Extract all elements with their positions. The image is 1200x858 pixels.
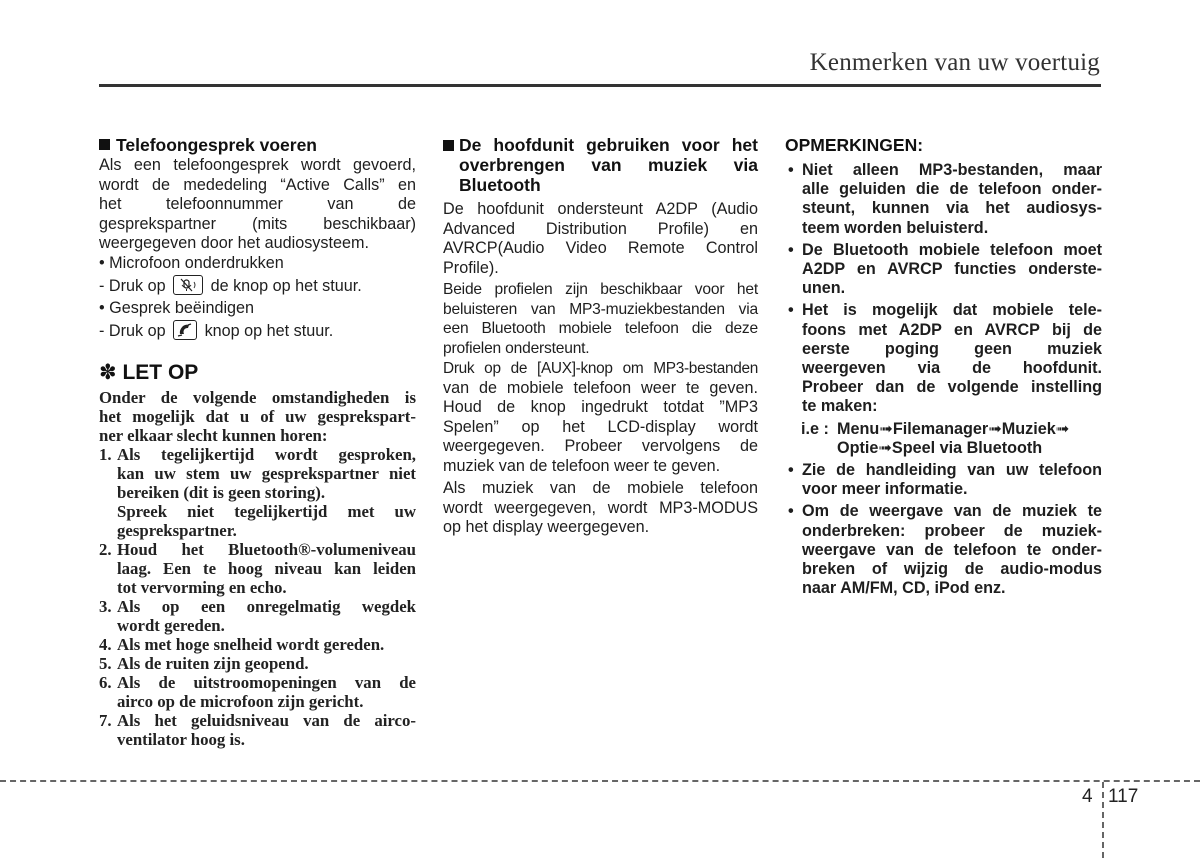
note-line: voor meer informatie. [802, 480, 968, 499]
caution-intro-line: ner elkaar slecht kunnen horen: [99, 425, 328, 445]
paragraph-line: een Bluetooth mobiele telefoon die deze [443, 320, 758, 337]
item-line: Spreek niet tegelijkertijd met uw [117, 501, 416, 521]
step-text: de knop op het stuur. [210, 277, 362, 295]
paragraph-line: Advanced Distribution Profile) en [443, 219, 758, 238]
paragraph-line: Druk op de [AUX]-knop om MP3-bestanden [443, 360, 758, 377]
note-item [785, 301, 1102, 416]
paragraph-line: Profile). [443, 258, 499, 277]
caution-list-item [99, 445, 416, 540]
paragraph-mp3-mode [443, 479, 758, 538]
item-line: Als de ruiten zijn geopend. [117, 653, 309, 673]
bullet-dot-icon: • [788, 502, 794, 521]
item-line: Als met hoge snelheid wordt gereden. [117, 634, 385, 654]
section-heading-phone-call: Telefoongesprek voeren [99, 135, 416, 155]
caution-list-item [99, 654, 416, 673]
caution-intro-line: het mogelijk dat u of uw gesprekspart- [99, 406, 416, 426]
menu-path-line: Optie➟Speel via Bluetooth [837, 438, 1043, 457]
item-line: tot vervorming en echo. [117, 577, 287, 597]
running-header-title: Kenmerken van uw voertuig [809, 49, 1100, 76]
end-call-step [99, 320, 416, 342]
item-line: ventilator hoog is. [117, 729, 245, 749]
item-line: wordt gereden. [117, 615, 225, 635]
caution-star-icon: ✽ [99, 360, 117, 384]
caution-list-item [99, 597, 416, 635]
item-line: kan uw stem uw gesprekspartner niet [117, 463, 416, 483]
bullet-dot-icon: • [788, 161, 794, 179]
note-line: weergave van de telefoon te onder- [802, 540, 1102, 559]
item-line: Als het geluidsniveau van de airco- [117, 710, 416, 730]
intro-line: wordt de mededeling “Active Calls” en [99, 175, 416, 194]
caution-body [99, 388, 416, 749]
square-bullet-icon [99, 139, 110, 150]
heading-line: Bluetooth [459, 175, 541, 195]
note-line: te maken: [802, 397, 878, 416]
caution-intro-line: Onder de volgende omstandigheden is [99, 387, 416, 407]
section-heading-bluetooth-music [443, 135, 758, 195]
paragraph-line: AVRCP(Audio Video Remote Control [443, 239, 758, 257]
caution-list-item [99, 540, 416, 597]
notes-list [785, 161, 1102, 598]
step-text: knop op het stuur. [204, 322, 334, 340]
column-3 [785, 135, 1102, 598]
header-rule [99, 84, 1101, 87]
note-item [785, 161, 1102, 238]
item-number: 3. [99, 596, 112, 616]
caution-title: LET OP [122, 360, 199, 384]
paragraph-line: De hoofdunit ondersteunt A2DP (Audio [443, 200, 758, 218]
mute-microphone-icon [173, 275, 203, 295]
note-item [785, 461, 1102, 499]
paragraph-line: Spelen” op het LCD-display wordt [443, 417, 758, 436]
paragraph-a2dp [443, 200, 758, 278]
note-line: weergeven via de hoofdunit. [802, 359, 1102, 378]
note-line: alle geluiden die de telefoon onder- [802, 180, 1102, 199]
paragraph-profiles [443, 280, 758, 358]
item-line: Als tegelijkertijd wordt gesproken, [117, 444, 416, 464]
paragraph-line: Houd de knop ingedrukt totdat ”MP3 [443, 398, 758, 416]
intro-line: het telefoonnummer van de [99, 195, 416, 213]
item-line: gesprekspartner. [117, 520, 237, 540]
note-line: A2DP en AVRCP functies onderste- [802, 260, 1102, 279]
item-number: 1. [99, 444, 112, 464]
item-number: 2. [99, 539, 112, 559]
bullet-dot-icon: • [788, 461, 794, 480]
chapter-number: 4 [1082, 786, 1093, 807]
item-line: airco op de microfoon zijn gericht. [117, 691, 364, 711]
item-number: 7. [99, 710, 112, 730]
mute-microphone-label: • Microfoon onderdrukken [99, 253, 284, 272]
intro-line: gesprekspartner (mits beschikbaar) [99, 214, 416, 233]
menu-path-line: Menu➟Filemanager➟Muziek➟ [837, 419, 1070, 438]
note-line: breken of wijzig de audio-modus [802, 560, 1102, 579]
heading-line: De hoofdunit gebruiken voor het [459, 135, 758, 155]
note-line: teem worden beluisterd. [802, 218, 989, 237]
paragraph-line: profielen ondersteunt. [443, 339, 590, 357]
step-text: - Druk op [99, 322, 166, 340]
square-bullet-icon [443, 140, 454, 151]
note-line: foons met A2DP en AVRCP bij de [802, 320, 1102, 339]
paragraph-line: Als muziek van de mobiele telefoon [443, 479, 758, 497]
note-item [785, 241, 1102, 299]
menu-path [785, 420, 1102, 458]
menu-path-label: i.e : [801, 419, 829, 438]
page-number: 117 [1108, 786, 1139, 807]
item-number: 5. [99, 653, 112, 673]
paragraph-aux [443, 359, 758, 476]
footer-dashed-rule [0, 780, 1200, 782]
caution-list-item [99, 673, 416, 711]
note-line: Het is mogelijk dat mobiele tele- [802, 301, 1102, 320]
step-text: - Druk op [99, 277, 166, 295]
paragraph-line: weergegeven. Probeer vervolgens de [443, 437, 758, 455]
note-line: steunt, kunnen via het audiosys- [802, 199, 1102, 218]
item-number: 6. [99, 672, 112, 692]
heading-line: overbrengen van muziek via [459, 155, 758, 175]
note-line: Niet alleen MP3-bestanden, maar [802, 161, 1102, 179]
intro-line: weergegeven door het audiosysteem. [99, 234, 369, 252]
note-line: Om de weergave van de muziek te [802, 502, 1102, 521]
bullet-dot-icon: • [788, 301, 794, 320]
intro-line: Als een telefoongesprek wordt gevoerd, [99, 156, 416, 174]
end-call-label: • Gesprek beëindigen [99, 298, 255, 317]
note-line: onderbreken: probeer de muziek- [802, 521, 1102, 540]
column-2 [443, 135, 758, 538]
mute-step [99, 275, 416, 297]
note-line: De Bluetooth mobiele telefoon moet [802, 240, 1102, 259]
paragraph-line: van de mobiele telefoon weer te geven. [443, 378, 758, 397]
note-line: unen. [802, 279, 846, 298]
item-line: laag. Een te hoog niveau kan leiden [117, 558, 416, 578]
item-line: Als de uitstroomopeningen van de [117, 672, 416, 692]
item-line: bereiken (dit is geen storing). [117, 482, 326, 502]
item-line: Als op een onregelmatig wegdek [117, 596, 416, 616]
bullet-dot-icon: • [788, 240, 794, 259]
page-number-separator [1102, 782, 1104, 858]
note-line: naar AM/FM, CD, iPod enz. [802, 579, 1006, 598]
phone-hangup-icon [173, 320, 197, 340]
notes-heading: OPMERKINGEN: [785, 135, 924, 155]
item-number: 4. [99, 634, 112, 654]
item-line: Houd het Bluetooth®-volumeniveau [117, 539, 416, 559]
caution-list-item [99, 635, 416, 654]
paragraph-line: beluisteren van MP3-muziekbestanden via [443, 300, 758, 318]
paragraph-line: Beide profielen zijn beschikbaar voor het [443, 281, 758, 298]
caution-list-item [99, 711, 416, 749]
paragraph-line: op het display weergegeven. [443, 518, 650, 536]
note-item [785, 502, 1102, 598]
note-line: Probeer dan de volgende instelling [802, 378, 1102, 397]
caution-heading [99, 361, 416, 385]
note-line: eerste poging geen muziek [802, 339, 1102, 358]
paragraph-line: wordt weergegeven, wordt MP3-MODUS [443, 498, 758, 517]
note-line: Zie de handleiding van uw telefoon [802, 461, 1102, 480]
column-1 [99, 135, 416, 749]
phone-call-intro [99, 156, 416, 342]
paragraph-line: muziek van de telefoon weer te geven. [443, 456, 721, 475]
